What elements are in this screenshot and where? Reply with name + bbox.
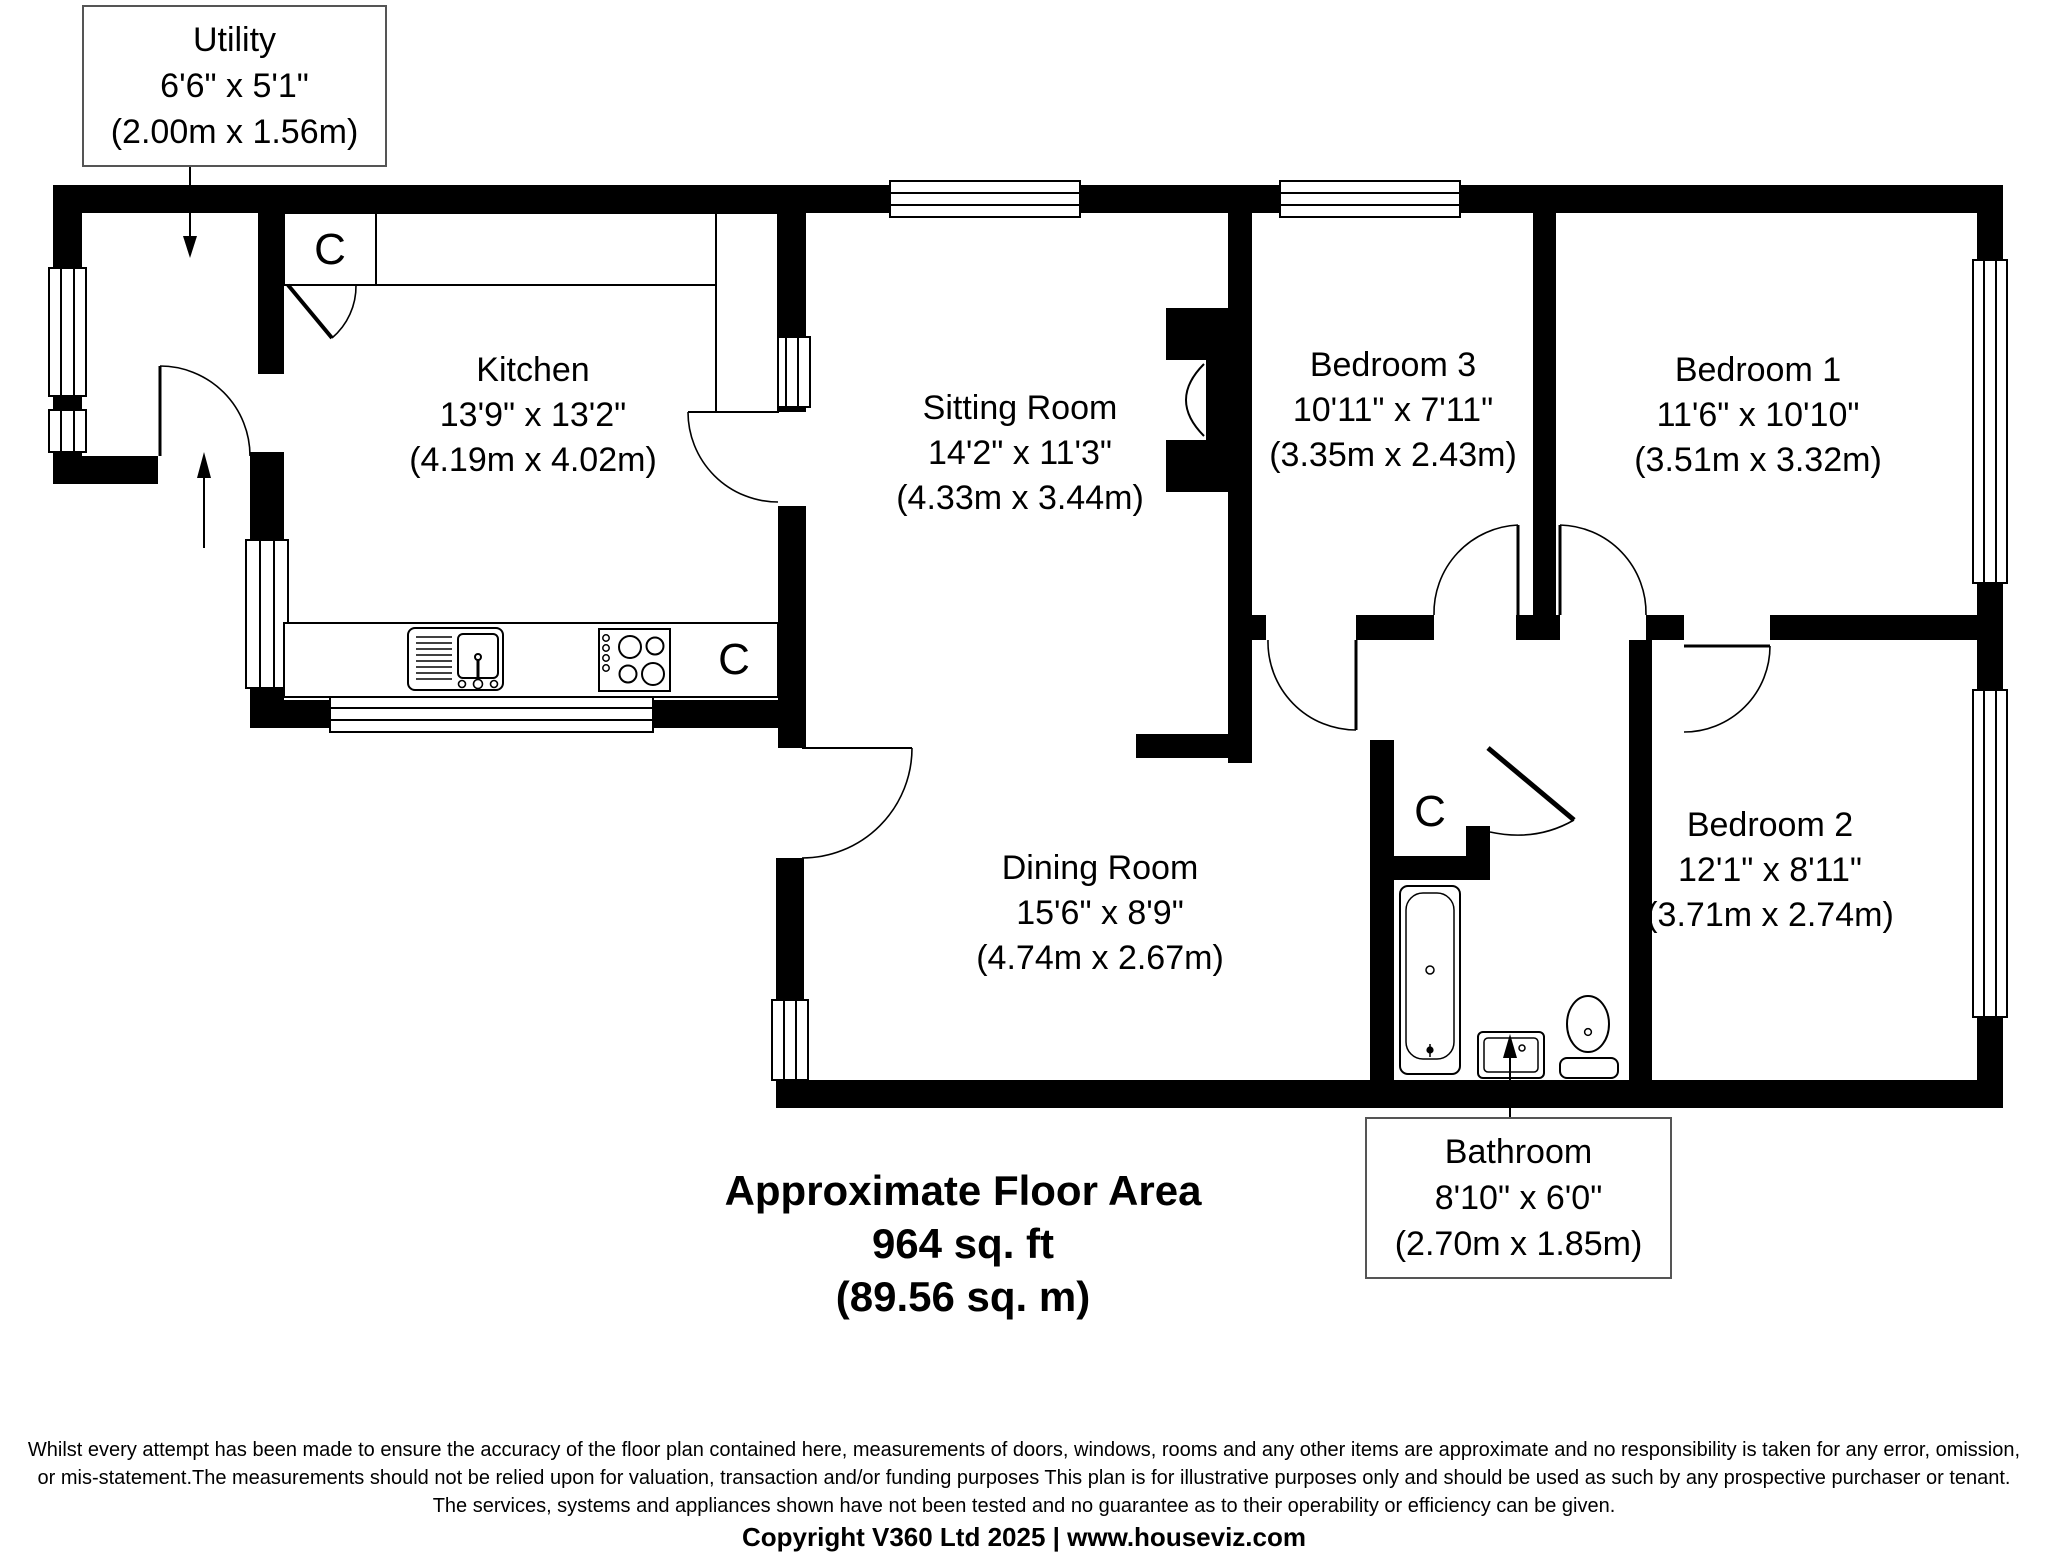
entrance-arrow (197, 452, 211, 548)
cupboard-label-kitchen-counter: C (718, 635, 750, 684)
floor-area-metric: (89.56 sq. m) (835, 1273, 1091, 1320)
disclaimer-line-1: Whilst every attempt has been made to ensure the accuracy of the floor plan contained here, measurements of doors, windows, rooms and any other items are approximate and no responsibility is taken for any error, omission, (27, 1439, 2021, 1461)
window-utility-left-upper (49, 268, 86, 396)
kitchen-hob (599, 629, 670, 691)
wall-hall-top-b (1356, 615, 1434, 640)
wall-bedroom3-bedroom1-divider (1533, 213, 1556, 615)
room-size-imperial: 11'6" x 10'10" (1656, 396, 1860, 434)
window-kitchen-bottom (330, 696, 653, 732)
room-name: Dining Room (1001, 849, 1199, 887)
room-size-imperial: 14'2" x 11'3" (928, 434, 1112, 472)
window-utility-left-lower (49, 410, 86, 452)
room-label-kitchen (409, 348, 657, 483)
room-size-imperial: 15'6" x 8'9" (1016, 894, 1184, 932)
room-size-imperial: 6'6" x 5'1" (160, 67, 309, 105)
room-size-metric: (4.19m x 4.02m) (409, 441, 657, 479)
wall-cupboard-stub (1466, 826, 1490, 880)
room-name: Sitting Room (922, 389, 1118, 427)
disclaimer-line-3: The services, systems and appliances shown have not been tested and no guarantee as to their operability or efficiency can be given. (432, 1495, 1616, 1517)
room-size-metric: (3.35m x 2.43m) (1269, 436, 1517, 474)
room-size-imperial: 12'1" x 8'11" (1678, 851, 1862, 889)
window-bedroom1-right (1973, 260, 2007, 583)
toilet (1560, 996, 1618, 1078)
kitchen-counter-right (716, 213, 778, 412)
wall-utility-kitchen-divider (258, 213, 284, 374)
room-name: Utility (192, 21, 277, 59)
bathroom-callout (1365, 1117, 1672, 1279)
door-kitchen-cupboard (288, 285, 356, 338)
door-bedroom2 (1684, 646, 1770, 732)
fireplace-recess (1166, 360, 1206, 440)
door-hall (1268, 640, 1356, 730)
door-dining (802, 748, 912, 858)
room-label-bedroom1 (1634, 348, 1882, 483)
window-kitchen-left (246, 540, 288, 688)
kitchen-sink (408, 628, 503, 690)
door-entrance (160, 366, 250, 456)
window-bedroom2-right (1973, 690, 2007, 1017)
window-sitting-top (890, 181, 1080, 217)
wall-hall-top-c (1516, 615, 1560, 640)
room-name: Bathroom (1444, 1133, 1593, 1171)
window-dining-left (772, 1000, 808, 1080)
wall-dining-east (1370, 740, 1394, 1080)
room-label-sitting-room (896, 386, 1144, 521)
disclaimer-text (0, 1436, 2048, 1520)
wall-utility-bottom (53, 456, 158, 484)
door-bedroom1 (1560, 525, 1646, 615)
door-bedroom3 (1434, 525, 1518, 615)
door-kitchen-sitting (688, 412, 778, 502)
room-name: Kitchen (476, 351, 590, 389)
room-name: Bedroom 3 (1309, 346, 1477, 384)
cupboard-label-hall: C (1414, 787, 1446, 836)
floor-area-title: Approximate Floor Area (724, 1167, 1202, 1214)
floor-area-summary (725, 1164, 1202, 1323)
room-name: Bedroom 1 (1674, 351, 1842, 389)
room-name: Bedroom 2 (1686, 806, 1854, 844)
room-size-imperial: 10'11" x 7'11" (1292, 391, 1494, 429)
bathtub (1400, 886, 1460, 1074)
room-size-imperial: 13'9" x 13'2" (439, 396, 627, 434)
copyright-text: Copyright V360 Ltd 2025 | www.houseviz.com (741, 1522, 1306, 1552)
room-size-metric: (4.33m x 3.44m) (896, 479, 1144, 517)
wall-right-mid (1977, 583, 2003, 690)
room-size-imperial: 8'10" x 6'0" (1434, 1179, 1603, 1217)
wall-kitchen-sitting-lower (778, 506, 806, 748)
wall-bottom-band (776, 1080, 2003, 1108)
room-size-metric: (3.51m x 3.32m) (1634, 441, 1882, 479)
wall-hall-top-a (1252, 615, 1266, 640)
floor-area-imperial: 964 sq. ft (871, 1220, 1055, 1267)
window-kitchen-sitting-hatch (774, 337, 810, 407)
wall-sitting-dining-stub (1136, 734, 1228, 758)
room-size-metric: (2.00m x 1.56m) (110, 113, 359, 151)
doors (160, 285, 1770, 858)
window-bedroom3-top (1280, 181, 1460, 217)
wall-right-upper (1977, 185, 2003, 260)
room-label-dining-room (976, 846, 1224, 981)
utility-callout (82, 5, 387, 167)
room-size-metric: (3.71m x 2.74m) (1646, 896, 1894, 934)
wall-sitting-bedroom3-divider (1228, 213, 1252, 763)
room-size-metric: (2.70m x 1.85m) (1394, 1225, 1643, 1263)
room-label-bedroom3 (1269, 343, 1517, 478)
wall-hall-top-d (1646, 615, 1684, 640)
kitchen-counter-top (284, 213, 716, 285)
room-size-metric: (4.74m x 2.67m) (976, 939, 1224, 977)
door-bathroom (1488, 748, 1574, 835)
cupboard-label-kitchen-top: C (314, 225, 346, 274)
room-label-bedroom2 (1646, 803, 1894, 938)
kitchen-counter-bottom (284, 623, 778, 697)
disclaimer-line-2: or mis-statement.The measurements should not be relied upon for valuation, transaction and/or funding purposes This plan is for illustrative purposes only and should be used as such by any prospective purchaser or tenant. (37, 1467, 2011, 1489)
wall-bedroom1-south (1770, 615, 2003, 640)
